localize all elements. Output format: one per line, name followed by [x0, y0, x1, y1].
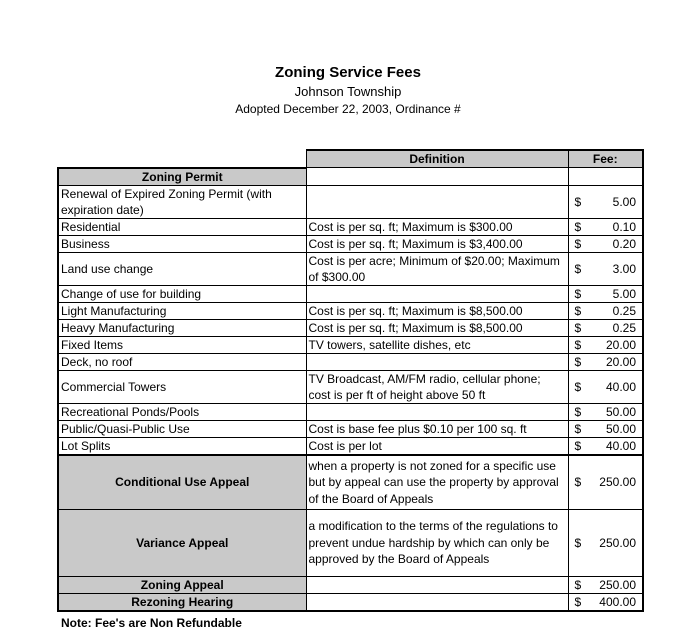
item-name: Public/Quasi-Public Use: [58, 420, 306, 437]
table-row: [58, 420, 643, 437]
fee-amount: 20.00: [605, 354, 636, 369]
appeal-definition: when a property is not zoned for a specific use but by appeal can use the property by approval of the Board of Appeals: [306, 455, 568, 510]
currency-symbol: $: [574, 379, 582, 394]
fee-amount: 40.00: [605, 379, 636, 394]
fee-cell: [568, 455, 643, 510]
table-row: [58, 370, 643, 403]
item-name: Recreational Ponds/Pools: [58, 403, 306, 420]
currency-symbol: $: [574, 577, 582, 592]
table-row: [58, 302, 643, 319]
table-header-row: [58, 150, 643, 168]
fee-cell: [568, 302, 643, 319]
item-definition: Cost is per sq. ft; Maximum is $8,500.00: [306, 302, 568, 319]
currency-symbol: $: [574, 421, 582, 436]
item-definition: [306, 353, 568, 370]
currency-symbol: $: [574, 236, 582, 251]
appeal-name: Variance Appeal: [58, 510, 306, 577]
currency-symbol: $: [574, 438, 582, 453]
item-name: Change of use for building: [58, 285, 306, 302]
fee-amount: 50.00: [605, 421, 636, 436]
fee-cell: [568, 437, 643, 455]
fee-amount: 0.20: [612, 236, 636, 251]
table-row: [58, 437, 643, 455]
currency-symbol: $: [574, 194, 582, 209]
section-definition-cell: [306, 168, 568, 186]
fee-amount: 250.00: [599, 577, 636, 592]
section-row: [58, 168, 643, 186]
currency-symbol: $: [574, 535, 582, 550]
fee-cell: [568, 336, 643, 353]
item-name: Light Manufacturing: [58, 302, 306, 319]
currency-symbol: $: [574, 475, 582, 490]
item-name: Heavy Manufacturing: [58, 319, 306, 336]
fee-cell: [568, 235, 643, 252]
fee-cell: [568, 185, 643, 218]
currency-symbol: $: [574, 594, 582, 609]
township-name: Johnson Township: [294, 84, 402, 99]
currency-symbol: $: [574, 261, 582, 276]
item-definition: Cost is per sq. ft; Maximum is $300.00: [306, 218, 568, 235]
fee-amount: 0.10: [612, 219, 636, 234]
appeal-name: Conditional Use Appeal: [58, 455, 306, 510]
item-name: Land use change: [58, 252, 306, 285]
adoption-line: Adopted December 22, 2003, Ordinance #: [235, 102, 461, 116]
table-row: [58, 319, 643, 336]
currency-symbol: $: [574, 354, 582, 369]
fee-cell: [568, 403, 643, 420]
item-definition: Cost is per sq. ft; Maximum is $3,400.00: [306, 235, 568, 252]
appeal-row: [58, 510, 643, 577]
item-name: Residential: [58, 218, 306, 235]
fee-cell: [568, 510, 643, 577]
section-fee-cell: [568, 168, 643, 186]
fee-amount: 20.00: [605, 337, 636, 352]
item-definition: Cost is base fee plus $0.10 per 100 sq. ft: [306, 420, 568, 437]
fee-amount: 0.25: [612, 303, 636, 318]
item-definition: [306, 185, 568, 218]
appeal-row: [58, 576, 643, 593]
item-name: Fixed Items: [58, 336, 306, 353]
item-definition: [306, 285, 568, 302]
fee-cell: [568, 593, 643, 611]
appeal-name: Zoning Appeal: [58, 576, 306, 593]
fee-amount: 250.00: [599, 475, 636, 490]
fee-cell: [568, 353, 643, 370]
currency-symbol: $: [574, 320, 582, 335]
table-row: [58, 353, 643, 370]
fee-cell: [568, 370, 643, 403]
note: Note: Fee's are Non Refundable: [61, 616, 242, 630]
fee-cell: [568, 319, 643, 336]
fee-cell: [568, 285, 643, 302]
fee-amount: 5.00: [612, 194, 636, 209]
appeal-definition: [306, 576, 568, 593]
item-definition: [306, 403, 568, 420]
header-blank-cell: [58, 150, 306, 168]
appeal-definition: [306, 593, 568, 611]
table-row: [58, 252, 643, 285]
item-name: Lot Splits: [58, 437, 306, 455]
currency-symbol: $: [574, 337, 582, 352]
item-name: Commercial Towers: [58, 370, 306, 403]
currency-symbol: $: [574, 303, 582, 318]
table-row: [58, 235, 643, 252]
fee-amount: 40.00: [605, 438, 636, 453]
fee-table-body: [58, 150, 643, 611]
appeal-name: Rezoning Hearing: [58, 593, 306, 611]
fee-amount: 3.00: [612, 261, 636, 276]
item-definition: TV Broadcast, AM/FM radio, cellular phone; cost is per ft of height above 50 ft: [306, 370, 568, 403]
page-title: Zoning Service Fees: [275, 64, 421, 81]
fee-cell: [568, 252, 643, 285]
fee-cell: [568, 576, 643, 593]
item-definition: Cost is per acre; Minimum of $20.00; Maximum of $300.00: [306, 252, 568, 285]
table-row: [58, 403, 643, 420]
currency-symbol: $: [574, 219, 582, 234]
item-name: Business: [58, 235, 306, 252]
table-row: [58, 336, 643, 353]
item-name: Renewal of Expired Zoning Permit (with expiration date): [58, 185, 306, 218]
fee-table: [57, 149, 644, 612]
item-name: Deck, no roof: [58, 353, 306, 370]
table-row: [58, 185, 643, 218]
table-row: [58, 285, 643, 302]
fee-amount: 250.00: [599, 535, 636, 550]
fee-amount: 50.00: [605, 404, 636, 419]
table-row: [58, 218, 643, 235]
appeal-row: [58, 455, 643, 510]
item-definition: Cost is per lot: [306, 437, 568, 455]
fee-amount: 400.00: [599, 594, 636, 609]
item-definition: TV towers, satellite dishes, etc: [306, 336, 568, 353]
appeal-row: [58, 593, 643, 611]
fee-amount: 0.25: [612, 320, 636, 335]
fee-amount: 5.00: [612, 286, 636, 301]
currency-symbol: $: [574, 286, 582, 301]
fee-cell: [568, 420, 643, 437]
fee-header: Fee:: [568, 150, 643, 168]
section-label: Zoning Permit: [58, 168, 306, 186]
definition-header: Definition: [306, 150, 568, 168]
currency-symbol: $: [574, 404, 582, 419]
item-definition: Cost is per sq. ft; Maximum is $8,500.00: [306, 319, 568, 336]
appeal-definition: a modification to the terms of the regulations to prevent undue hardship by which can only be approved by the Board of Appeals: [306, 510, 568, 577]
fee-cell: [568, 218, 643, 235]
